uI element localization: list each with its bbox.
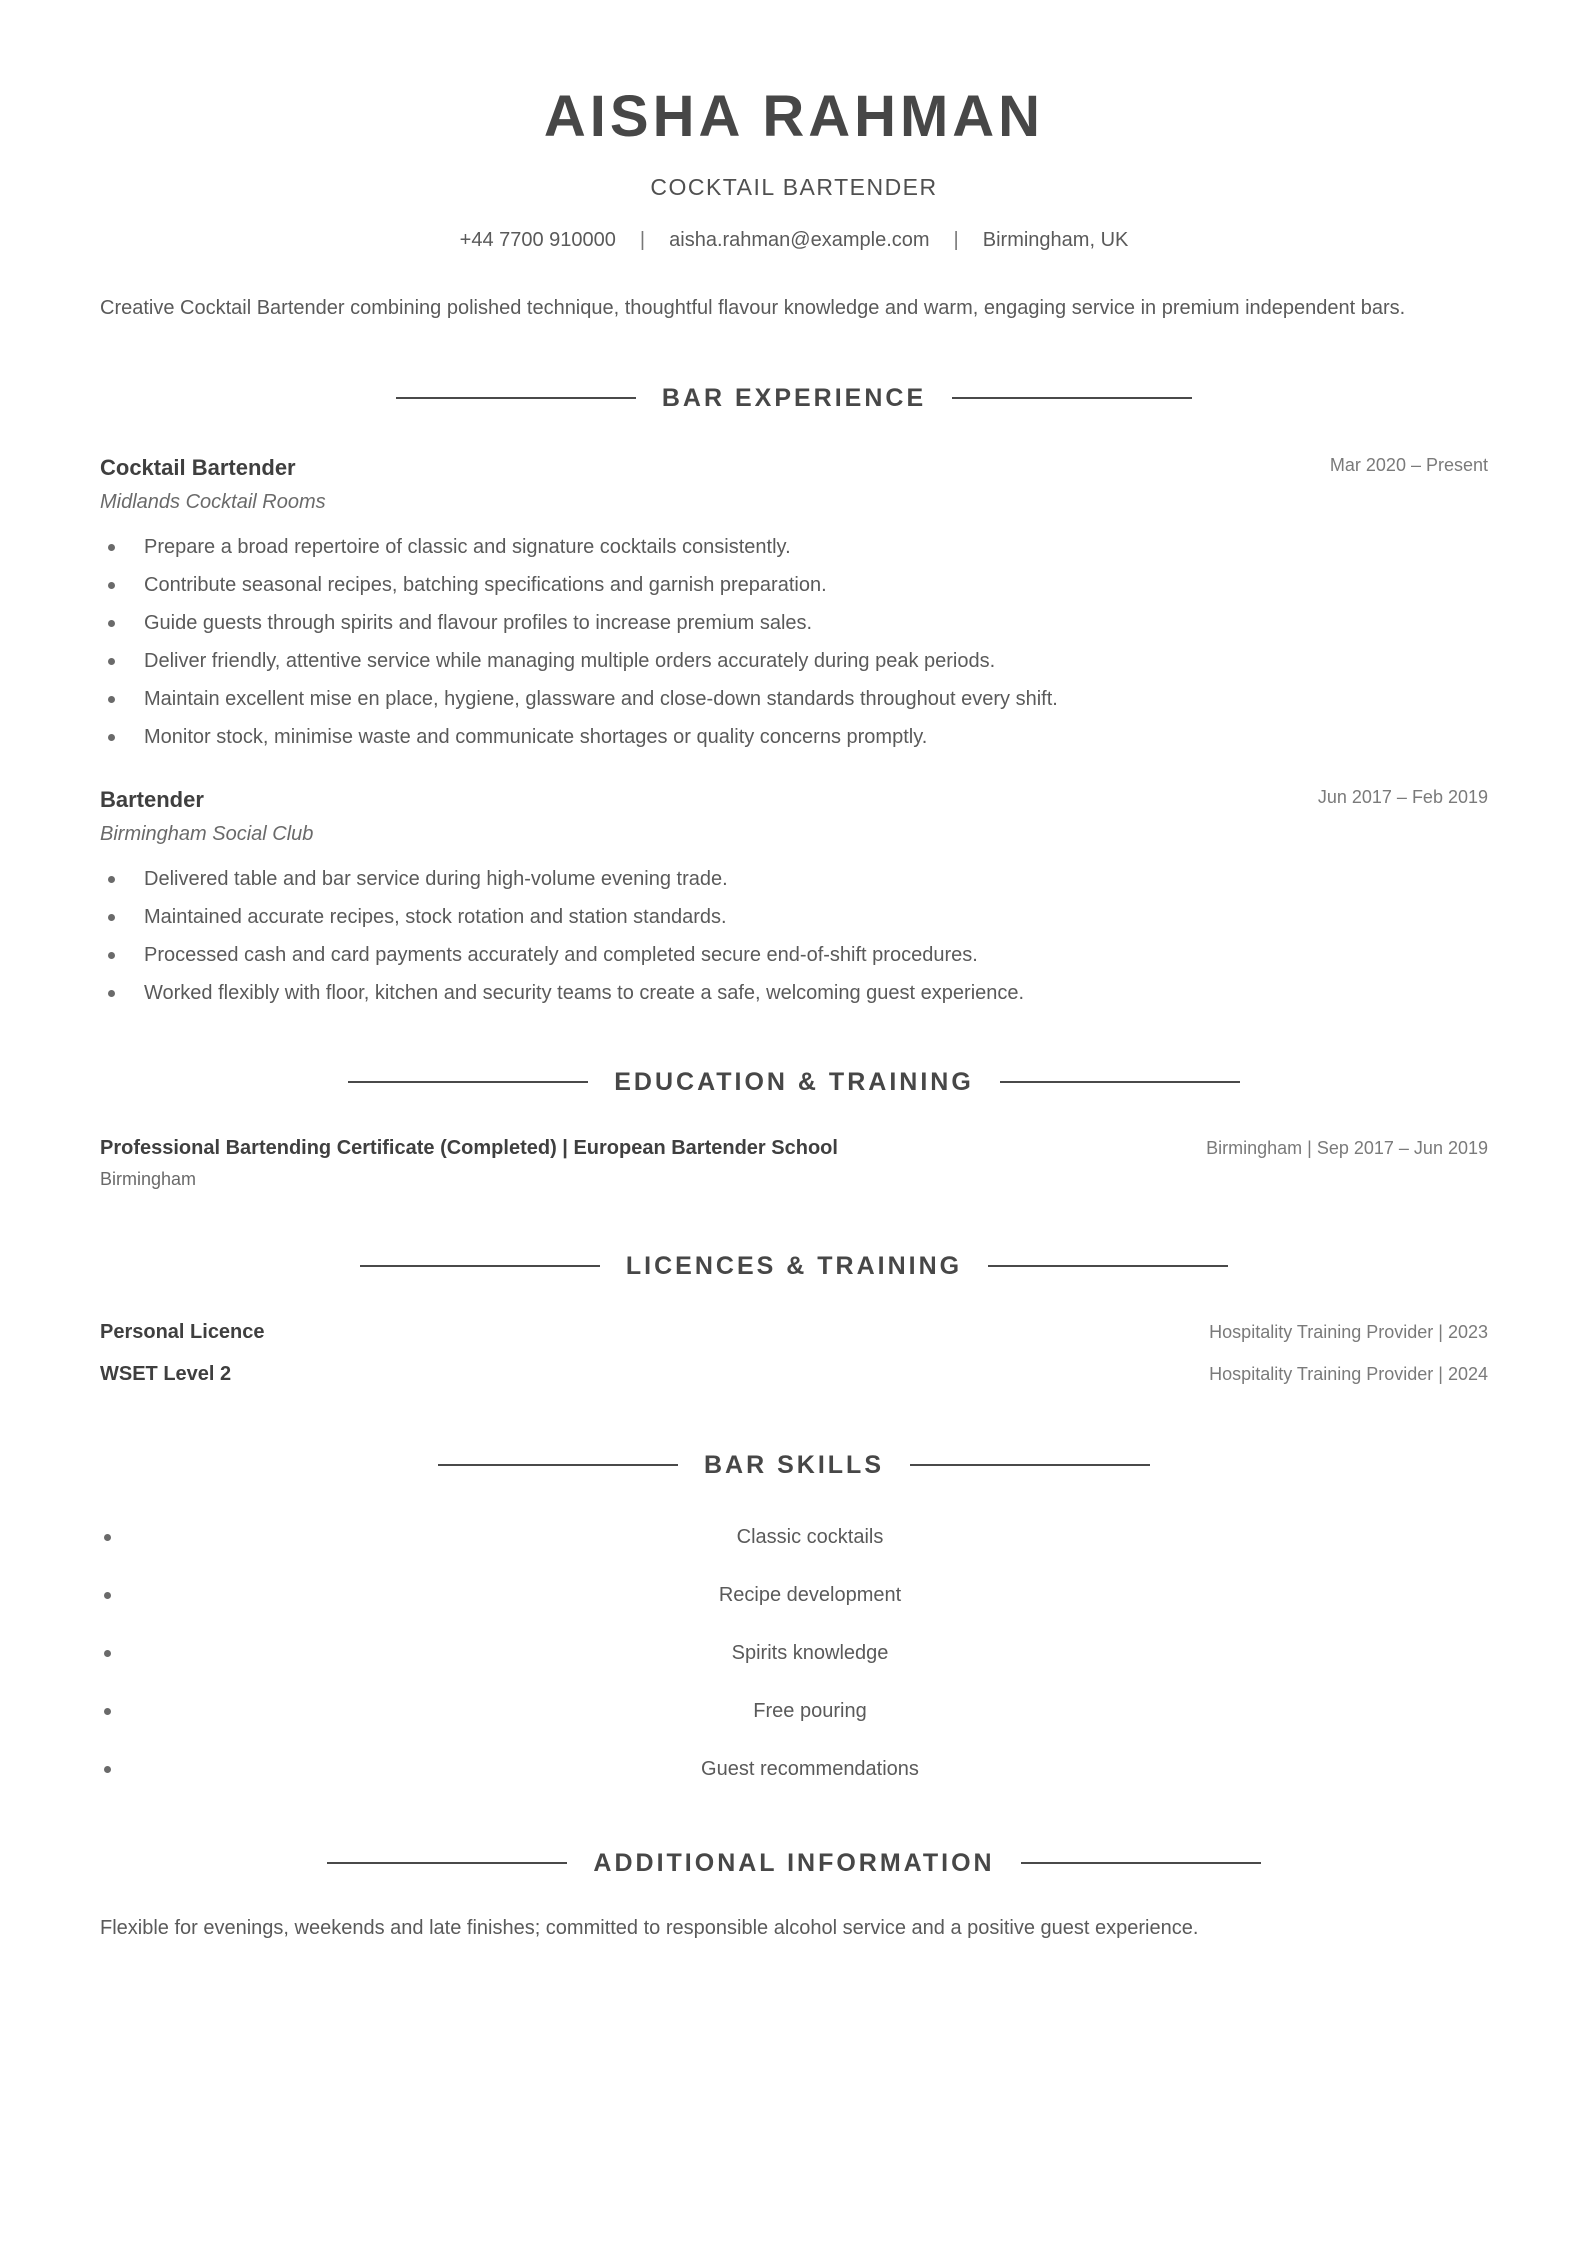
section-title: BAR SKILLS bbox=[704, 1450, 884, 1479]
contact-line bbox=[100, 226, 1488, 254]
section-heading-education bbox=[100, 1064, 1488, 1100]
additional-information: Flexible for evenings, weekends and late finishes; committed to responsible alcohol service and a positive guest experience. bbox=[100, 1917, 1199, 1939]
heading-rule bbox=[348, 1081, 588, 1083]
job-responsibilities bbox=[100, 528, 1488, 756]
licence-provider: Hospitality Training Provider | 2023 bbox=[1209, 1322, 1488, 1342]
company-name: Midlands Cocktail Rooms bbox=[100, 491, 326, 513]
company-name: Birmingham Social Club bbox=[100, 823, 314, 845]
heading-rule bbox=[1021, 1862, 1261, 1864]
job-dates: Mar 2020 – Present bbox=[1329, 455, 1488, 475]
heading-rule bbox=[438, 1464, 678, 1466]
list-item: Processed cash and card payments accurately and completed secure end-of-shift procedures. bbox=[100, 936, 1488, 974]
section-title: LICENCES & TRAINING bbox=[625, 1251, 963, 1280]
skill-item: Guest recommendations bbox=[100, 1750, 1488, 1808]
list-item: Maintain excellent mise en place, hygiene, glassware and close-down standards throughout every shift. bbox=[100, 680, 1488, 718]
heading-rule bbox=[1000, 1081, 1240, 1083]
location: Birmingham, UK bbox=[982, 229, 1129, 251]
contact-separator: | bbox=[639, 229, 646, 251]
section-heading-skills bbox=[100, 1447, 1488, 1483]
education-location: Birmingham bbox=[100, 1169, 197, 1189]
heading-rule bbox=[988, 1265, 1228, 1267]
section-heading-additional bbox=[100, 1845, 1488, 1881]
education-title: Professional Bartending Certificate (Completed) | European Bartender School bbox=[100, 1137, 838, 1159]
resume-page bbox=[100, 0, 1488, 2246]
list-item: Delivered table and bar service during high-volume evening trade. bbox=[100, 860, 1488, 898]
list-item: Contribute seasonal recipes, batching specifications and garnish preparation. bbox=[100, 566, 1488, 604]
section-heading-experience bbox=[100, 380, 1488, 416]
job-responsibilities bbox=[100, 860, 1488, 1012]
candidate-title: COCKTAIL BARTENDER bbox=[650, 174, 938, 200]
list-item: Guide guests through spirits and flavour profiles to increase premium sales. bbox=[100, 604, 1488, 642]
job-title: Bartender bbox=[100, 787, 204, 812]
heading-rule bbox=[396, 397, 636, 399]
list-item: Deliver friendly, attentive service while managing multiple orders accurately during peak periods. bbox=[100, 642, 1488, 680]
heading-rule bbox=[952, 397, 1192, 399]
section-heading-licences bbox=[100, 1248, 1488, 1284]
phone-number[interactable]: +44 7700 910000 bbox=[459, 229, 616, 251]
section-title: BAR EXPERIENCE bbox=[661, 383, 927, 412]
candidate-name: AISHA RAHMAN bbox=[543, 84, 1045, 149]
job-dates: Jun 2017 – Feb 2019 bbox=[1317, 787, 1488, 807]
section-title: ADDITIONAL INFORMATION bbox=[593, 1848, 995, 1877]
heading-rule bbox=[327, 1862, 567, 1864]
skill-item: Spirits knowledge bbox=[100, 1634, 1488, 1692]
heading-rule bbox=[910, 1464, 1150, 1466]
education-details: Birmingham | Sep 2017 – Jun 2019 bbox=[1206, 1138, 1488, 1158]
section-title: EDUCATION & TRAINING bbox=[614, 1067, 974, 1096]
email-address[interactable]: aisha.rahman@example.com bbox=[669, 229, 930, 251]
licence-provider: Hospitality Training Provider | 2024 bbox=[1209, 1364, 1488, 1384]
skill-item: Recipe development bbox=[100, 1576, 1488, 1634]
list-item: Worked flexibly with floor, kitchen and security teams to create a safe, welcoming guest experience. bbox=[100, 974, 1488, 1012]
list-item: Prepare a broad repertoire of classic and signature cocktails consistently. bbox=[100, 528, 1488, 566]
professional-summary: Creative Cocktail Bartender combining polished technique, thoughtful flavour knowledge and warm, engaging service in premium independent bars. bbox=[100, 297, 1406, 319]
list-item: Monitor stock, minimise waste and communicate shortages or quality concerns promptly. bbox=[100, 718, 1488, 756]
skills-list bbox=[100, 1518, 1488, 1808]
licence-title: WSET Level 2 bbox=[100, 1363, 232, 1385]
licence-title: Personal Licence bbox=[100, 1321, 265, 1343]
job-title: Cocktail Bartender bbox=[100, 455, 296, 480]
skill-item: Free pouring bbox=[100, 1692, 1488, 1750]
heading-rule bbox=[360, 1265, 600, 1267]
list-item: Maintained accurate recipes, stock rotation and station standards. bbox=[100, 898, 1488, 936]
contact-separator: | bbox=[953, 229, 959, 251]
skill-item: Classic cocktails bbox=[100, 1518, 1488, 1576]
